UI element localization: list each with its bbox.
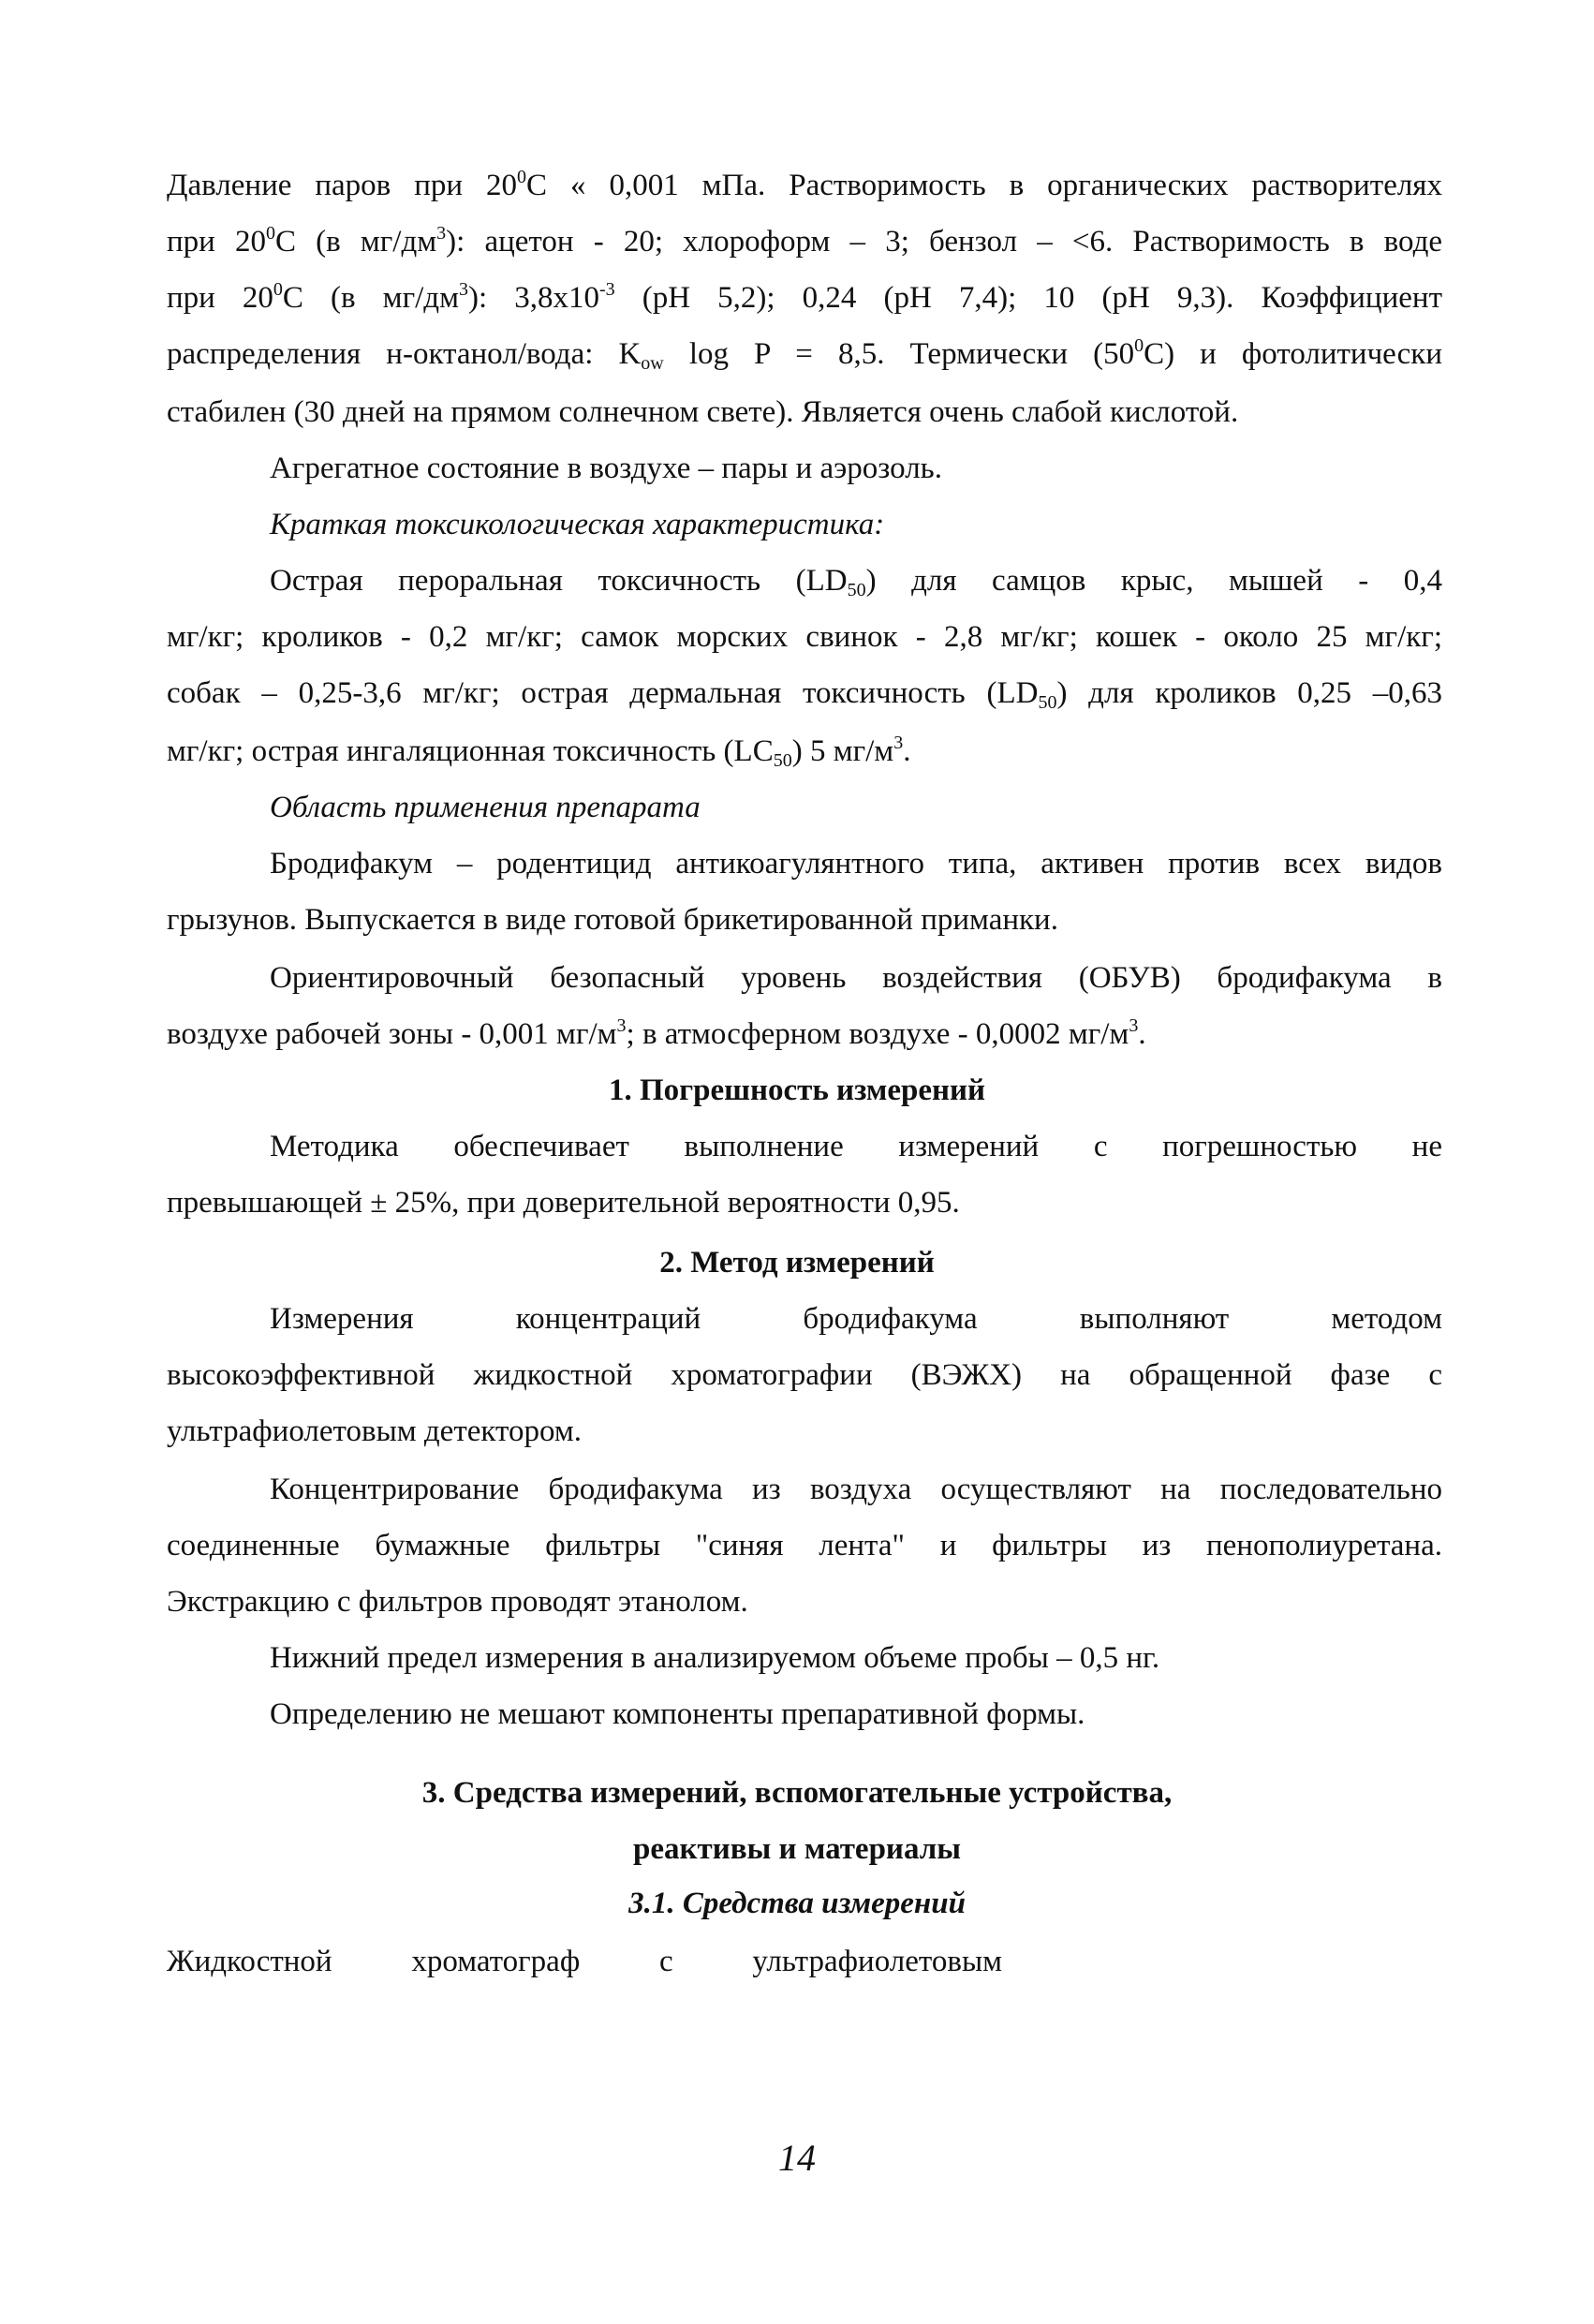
section2-p4: Определению не мешают компоненты препаративной формы. — [270, 1697, 1085, 1731]
para1-line3: при $20^0С$ (в $мг/дм^3$): $3,8х10^{-3}$ (pH 5,2); 0,24 (pH 7,4); 10 (pH 9,3). Коэффициент — [167, 279, 1442, 315]
tox-line2: мг/кг; кроликов - 0,2 мг/кг; самок морских свинок - 2,8 мг/кг; кошек - около 25 мг/кг; — [167, 620, 1442, 654]
section1-line1: Методика обеспечивает выполнение измерений с погрешностью не — [270, 1130, 1442, 1163]
section1-line2: превышающей ± 25%, при доверительной вероятности 0,95. — [167, 1186, 960, 1220]
section2-p1-line1: Измерения концентраций бродифакума выполняют методом — [270, 1302, 1442, 1336]
section3-item1: Жидкостной хроматограф с ультрафиолетовым — [167, 1945, 1002, 1978]
tox-line4: мг/кг; острая ингаляционная токсичность $(LC_{50})$ 5 $мг/м^3$. — [167, 733, 911, 771]
page-number: 14 — [778, 2137, 816, 2179]
para1-line2: при $20^0С$ (в $мг/дм^3$): ацетон - 20; хлороформ – 3; бензол – <6. Растворимость в воде — [167, 223, 1443, 259]
obuv-line2: воздухе рабочей зоны - 0,001 $мг/м^3$; в атмосферном воздухе - 0,0002 $мг/м^3$. — [167, 1015, 1146, 1051]
section3-heading-line2: реактивы и материалы — [632, 1832, 962, 1866]
application-heading: Область применения препарата — [270, 791, 701, 824]
section2-p3: Нижний предел измерения в анализируемом объеме пробы – 0,5 нг. — [270, 1641, 1160, 1675]
aggregate-state: Агрегатное состояние в воздухе – пары и аэрозоль. — [270, 451, 942, 485]
application-line2: грызунов. Выпускается в виде готовой брикетированной приманки. — [167, 903, 1058, 937]
application-line1: Бродифакум – родентицид антикоагулянтного типа, активен против всех видов — [270, 847, 1442, 881]
section2-p2-line1: Концентрирование бродифакума из воздуха осуществляют на последовательно — [270, 1473, 1442, 1506]
tox-heading: Краткая токсикологическая характеристика: — [270, 508, 885, 541]
section3-heading-line1: 3. Средства измерений, вспомогательные устройства, — [421, 1776, 1173, 1810]
para1-line5: стабилен (30 дней на прямом солнечном свете). Является очень слабой кислотой. — [167, 395, 1239, 429]
section3-subheading: 3.1. Средства измерений — [628, 1887, 966, 1920]
tox-line3: собак – 0,25-3,6 мг/кг; острая дермальная токсичность $(LD_{50})$ для кроликов 0,25 –0,63 — [167, 676, 1443, 713]
section2-heading: 2. Метод измерений — [659, 1246, 935, 1280]
section2-p2-line3: Экстракцию с фильтров проводят этанолом. — [167, 1585, 748, 1619]
section2-p2-line2: соединенные бумажные фильтры "синяя лента" и фильтры из пенополиуретана. — [167, 1529, 1442, 1562]
section2-p1-line2: высокоэффективной жидкостной хроматографии (ВЭЖХ) на обращенной фазе с — [167, 1358, 1442, 1392]
para1-line1: Давление паров при $20^0С$ « 0,001 мПа. Растворимость в органических растворителях — [167, 167, 1442, 202]
para1-line4: распределения н-октанол/вода: $K_{ow}$ log P = 8,5. Термически $(50^0С)$ и фотолитически — [167, 335, 1442, 374]
section2-p1-line3: ультрафиолетовым детектором. — [167, 1414, 582, 1448]
obuv-line1: Ориентировочный безопасный уровень воздействия (ОБУВ) бродифакума в — [270, 961, 1442, 995]
tox-line1: Острая пероральная токсичность $(LD_{50})$ для самцов крыс, мышей - 0,4 — [270, 564, 1442, 600]
section1-heading: 1. Погрешность измерений — [608, 1073, 986, 1107]
